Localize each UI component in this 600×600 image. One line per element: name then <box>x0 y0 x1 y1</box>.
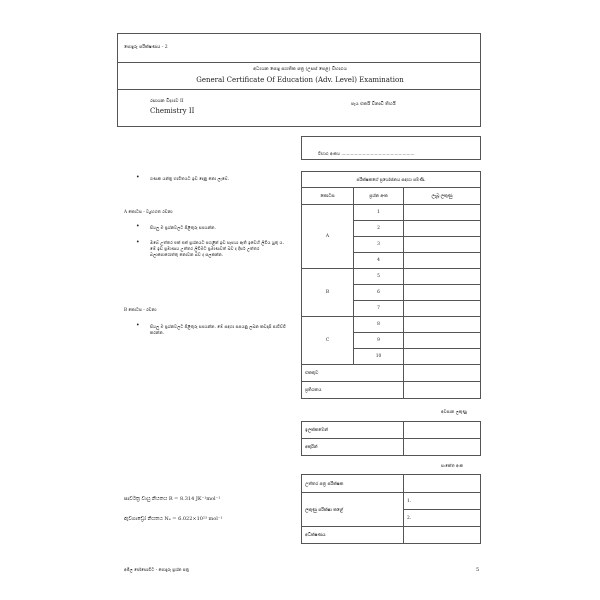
bullet-icon: • <box>136 239 140 246</box>
marks-checked-cell-1[interactable] <box>404 493 481 510</box>
total-cell[interactable] <box>404 365 481 382</box>
instruction-general: ගණක යන්ත්‍ර භාවිතයට ඉඩ දෙනු නො ලැබේ. <box>150 176 230 181</box>
part-a-instruction-2: ඔබේ උත්තර එක් එක් ප්‍රශ්නයට පහළින් ඉඩ සැපයා ඇති ඉඩෙහි ලිවිය යුතු ය. මේ ඉඩ ප්‍රමාණය උත්තර ලිවීමට ප්‍රමාණවත් බව ද දීර්ඝ උත්තර බලාපොරොත්තු නොවන බව ද සලකන්න. <box>150 240 284 257</box>
question-number: 2 <box>354 221 404 237</box>
marks-cell[interactable] <box>404 253 481 269</box>
question-number: 6 <box>354 285 404 301</box>
percentage-label: ප්‍රතිශතය <box>302 382 404 399</box>
marks-cell[interactable] <box>404 349 481 365</box>
total-label: එකතුව <box>302 365 404 382</box>
part-a-heading: A කොටස - ව්‍යුහගත රචනා <box>124 209 173 214</box>
sub-number: 1. <box>407 498 412 504</box>
part-b-instruction-1: සියලු ම ප්‍රශ්නවලට පිළිතුරු සපයන්න. මේ සඳහා සපයනු ලබන කඩදාසි පාවිච්චි කරන්න. <box>150 324 287 335</box>
final-marks-figures-cell[interactable] <box>404 422 481 439</box>
answer-script-examiner-label: උත්තර පත්‍ර පරීක්ෂක <box>302 475 404 493</box>
examiner-marks-table <box>301 171 481 399</box>
paper-label: පොදුරු පරීක්ෂණය - 2 <box>124 45 168 50</box>
subject-en: Chemistry II <box>150 107 195 115</box>
sub-number: 2. <box>407 515 412 521</box>
marks-cell[interactable] <box>404 205 481 221</box>
question-number: 7 <box>354 301 404 317</box>
index-number-box <box>301 136 481 160</box>
header-divider-1 <box>117 62 481 63</box>
final-marks-table <box>301 421 481 456</box>
column-header-part: කොටස <box>302 188 354 205</box>
part-b-cell: B <box>302 269 354 317</box>
code-numbers-heading: සංකේත අංක <box>441 463 464 468</box>
marks-cell[interactable] <box>404 269 481 285</box>
marks-cell[interactable] <box>404 333 481 349</box>
part-a-cell: A <box>302 205 354 269</box>
gas-constant: සාර්වත්‍ර වායු නියතය R = 8.314 JK⁻¹mol⁻¹ <box>124 496 221 502</box>
marks-checked-cell-2[interactable] <box>404 510 481 527</box>
marks-cell[interactable] <box>404 221 481 237</box>
question-number: 10 <box>354 349 404 365</box>
header-divider-2 <box>117 89 481 90</box>
part-a-instruction-1: සියලු ම ප්‍රශ්නවලට පිළිතුරු සපයන්න. <box>150 225 216 230</box>
bullet-icon: • <box>136 174 140 181</box>
subject-si: රසායන විද්‍යාව II <box>150 99 184 104</box>
code-numbers-table <box>301 474 481 544</box>
marks-cell[interactable] <box>404 285 481 301</box>
question-number: 4 <box>354 253 404 269</box>
marks-cell[interactable] <box>404 237 481 253</box>
part-b-heading: B කොටස - රචනා <box>124 307 157 312</box>
final-marks-words-label: අකුරින් <box>302 439 404 456</box>
percentage-cell[interactable] <box>404 382 481 399</box>
footer-text: අමිල ජෝසොවිට - පොදුරු ප්‍රශ්න පත්‍ර <box>124 567 190 572</box>
column-header-marks: ලැබූ ලකුණු <box>404 188 481 205</box>
department-title-si: අධ්‍යයන පොදු සහතික පත්‍ර (උසස් පෙළ) විභාගය <box>253 67 347 72</box>
part-c-cell: C <box>302 317 354 365</box>
column-header-question: ප්‍රශ්න අංක <box>354 188 404 205</box>
question-number: 8 <box>354 317 404 333</box>
exam-title-en: General Certificate Of Education (Adv. Level) Examination <box>196 76 404 84</box>
answer-script-examiner-cell[interactable] <box>404 475 481 493</box>
marks-cell[interactable] <box>404 301 481 317</box>
index-number-field[interactable]: විභාග අංකය ....................................................... <box>318 151 415 156</box>
question-number: 1 <box>354 205 404 221</box>
question-number: 9 <box>354 333 404 349</box>
avogadro-constant: ඇවගාඩ්‍රෝ නියතය Nₐ = 6.022×10²³ mol⁻¹ <box>124 516 223 522</box>
supervised-label: අධීක්ෂණය <box>302 527 404 544</box>
final-marks-heading: අවසාන ලකුණු <box>441 409 468 414</box>
marks-table-title: පරීක්ෂකගේ ප්‍රයෝජනය සඳහා පමණි. <box>302 172 481 188</box>
final-marks-figures-label: ඉලක්කමෙන් <box>302 422 404 439</box>
question-number: 5 <box>354 269 404 285</box>
duration: පැය එකයි විනාඩි තිහයි <box>351 102 396 107</box>
bullet-icon: • <box>136 322 140 329</box>
page-number: 5 <box>476 567 480 573</box>
supervised-cell[interactable] <box>404 527 481 544</box>
bullet-icon: • <box>136 223 140 230</box>
final-marks-words-cell[interactable] <box>404 439 481 456</box>
marks-cell[interactable] <box>404 317 481 333</box>
marks-checked-label: ලකුණු පරීක්ෂා කළේ <box>302 493 404 527</box>
question-number: 3 <box>354 237 404 253</box>
